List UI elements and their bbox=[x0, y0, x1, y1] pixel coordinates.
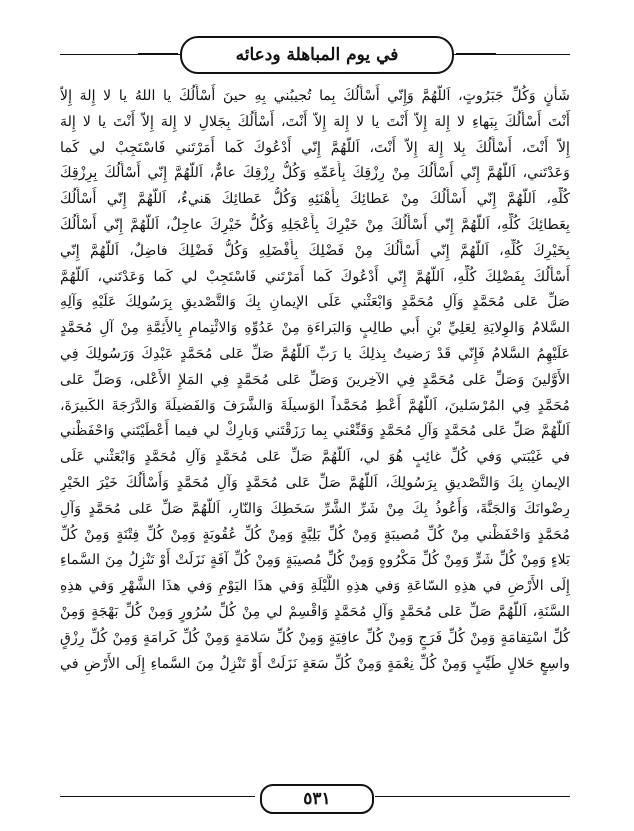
text-line: وَعَدْتَني، اَللّهُمَّ إِنّي أَسْأَلُكَ مِنْ رِزْقِكَ بِأَعَمِّهِ وَكُلُّ رِزْقِكَ عامٌّ، اَللّهُمَّ إِنّي أَسْأَلُكَ بِرِزْقِكَ bbox=[60, 165, 570, 182]
text-line: مُحَمَّدٍ فِي المُرْسَلينَ، اَللّهُمَّ أَعْطِ مُحَمَّداً الوَسيلَةَ وَالشَّرَفَ وَالفَضيلَةَ وَالدَّرَجَةَ الكَبيرَةَ، bbox=[60, 397, 570, 414]
page-footer bbox=[60, 782, 570, 812]
text-line: الإيمانِ بِكَ وَالتَّصْديقِ بِرَسُولِكَ، اَللّهُمَّ صَلِّ عَلى مُحَمَّدٍ وَآلِ مُحَمَّدٍ وَأَسْأَلُكَ خَيْرَ الخَيْرِ bbox=[60, 474, 570, 491]
text-line: بِعَطائِكَ كُلِّهِ، اَللّهُمَّ إِنّي أَسْأَلُكَ مِنْ خَيْرِكَ بِأَعْجَلِهِ وَكُلُّ خَيْرِكَ عاجِلٌ، اَللّهُمَّ إِنّي أَسْأَلُكَ bbox=[60, 216, 570, 233]
text-line: في غَيْبَتي وَفي كُلِّ غائِبٍ هُوَ لي، اَللّهُمَّ صَلِّ عَلى مُحَمَّدٍ وَآلِ مُحَمَّدٍ وَابْعَثْني عَلَى bbox=[60, 449, 570, 466]
text-line: عَلَيْهِمُ السَّلامُ فَإِنّي قَدْ رَضيتُ بِذلِكَ يا رَبِّ اَللّهُمَّ صَلِّ عَلى مُحَمَّدٍ عَبْدِكَ وَرَسُولِكَ فِي bbox=[60, 345, 570, 362]
page-frame bbox=[60, 32, 570, 809]
footer-rule-left bbox=[60, 796, 255, 797]
header-rule-left bbox=[60, 54, 180, 55]
text-line: أَنْتَ أَسْأَلُكَ بِبَهاءِ لا إِلهَ إِلاّ أَنْتَ يا لا إِلهَ إِلاّ أَنْتَ، أَسْأَلُكَ بِجَلالِ لا إِلهَ إِلاّ أَنْتَ يا لا إِلهَ bbox=[60, 113, 570, 130]
text-line: الأَوَّلينَ وَصَلِّ عَلى مُحَمَّدٍ فِي الآخِرينَ وَصَلِّ عَلى مُحَمَّدٍ فِي المَلإِ الأَعْلى، وَصَلِّ عَلى bbox=[60, 371, 570, 388]
page-number: ٥٣١ bbox=[260, 784, 374, 814]
text-line: كُلِّهِ، اَللّهُمَّ إِنّي أَسْأَلُكَ مِنْ عَطائِكَ بِأَهْنَئِهِ وَكُلُّ عَطائِكَ هَنيءٌ، اَللّهُمَّ إِنّي أَسْأَلُكَ bbox=[60, 191, 570, 208]
header-rule-right bbox=[450, 54, 570, 55]
header-title: في يوم المباهلة ودعائه bbox=[235, 45, 399, 65]
text-line: رِضْوانَكَ وَالجَنَّةَ، وَأَعُوذُ بِكَ مِنْ شَرِّ الشَّرِّ سَخَطِكَ وَالنّارِ، اَللّهُمَّ صَلِّ عَلى مُحَمَّدٍ وَآلِ bbox=[60, 500, 570, 517]
text-line: إِلاّ أَنْتَ، أَسْأَلُكَ بِلا إِلهَ إِلاّ أَنْتَ، اَللّهُمَّ إِنّي أَدْعُوكَ كَما أَمَرْتَني فَاسْتَجِبْ لي كَما bbox=[60, 139, 570, 156]
text-line: بِخَيْرِكَ كُلِّهِ، اَللّهُمَّ إِنّي أَسْأَلُكَ مِنْ فَضْلِكَ بِأَفْضَلِهِ وَكُلُّ فَضْلِكَ فاضِلٌ، اَللّهُمَّ إِنّي bbox=[60, 242, 570, 259]
text-line: السَّنَةِ، اَللّهُمَّ صَلِّ عَلى مُحَمَّدٍ وَآلِ مُحَمَّدٍ وَاقْسِمْ لي مِنْ كُلِّ سُرُورٍ وَمِنْ كُلِّ بَهْجَةٍ وَمِنْ bbox=[60, 603, 570, 620]
text-line: إِلَى الأَرْضِ في هذِهِ السّاعَةِ وَفي هذِهِ اللَّيْلَةِ وَفي هذَا اليَوْمِ وَفي هذَا الشَّهْرِ وَفي هذِهِ bbox=[60, 578, 570, 595]
running-header bbox=[180, 36, 454, 74]
text-line: واسِعٍ حَلالٍ طَيِّبٍ وَمِنْ كُلِّ نِعْمَةٍ وَمِنْ كُلِّ سَعَةٍ نَزَلَتْ أَوْ تَنْزِلُ مِنَ السَّماءِ إِلَى الأَرْضِ في bbox=[60, 655, 570, 672]
text-line: اَللّهُمَّ صَلِّ عَلى مُحَمَّدٍ وَآلِ مُحَمَّدٍ وَقَنِّعْني بِما رَزَقْتَني وَبارِكْ لي فيما أَعْطَيْتَني وَاحْفَظْني bbox=[60, 423, 570, 440]
text-line: بَلاءٍ وَمِنْ كُلِّ شَرٍّ وَمِنْ كُلِّ مَكْرُوهٍ وَمِنْ كُلِّ مُصيبَةٍ وَمِنْ كُلِّ آفَةٍ نَزَلَتْ أَوْ تَنْزِلُ مِنَ السَّماءِ bbox=[60, 552, 570, 569]
text-line: صَلِّ عَلى مُحَمَّدٍ وَآلِ مُحَمَّدٍ وَابْعَثْني عَلَى الإيمانِ بِكَ وَالتَّصْديقِ بِرَسُولِكَ عَلَيْهِ وَآلِهِ bbox=[60, 294, 570, 311]
text-line: مُحَمَّدٍ وَاحْفَظْني مِنْ كُلِّ مُصيبَةٍ وَمِنْ كُلِّ بَلِيَّةٍ وَمِنْ كُلِّ عُقُوبَةٍ وَمِنْ كُلِّ فِتْنَةٍ وَمِنْ كُلِّ bbox=[60, 526, 570, 543]
body-text bbox=[60, 84, 570, 774]
text-line: كُلِّ اسْتِقامَةٍ وَمِنْ كُلِّ فَرَجٍ وَمِنْ كُلِّ عافِيَةٍ وَمِنْ كُلِّ سَلامَةٍ وَمِنْ كُلِّ كَرامَةٍ وَمِنْ كُلِّ رِزْقٍ bbox=[60, 629, 570, 646]
text-line: شَأْنٍ وَكُلِّ جَبَرُوتٍ، اَللّهُمَّ وَإِنّي أَسْأَلُكَ بِما تُجيبُني بِهِ حينَ أَسْأَلُكَ يا اللهُ يا لا إِلهَ إِلاّ bbox=[60, 88, 570, 104]
text-line: أَسْأَلُكَ بِفَضْلِكَ كُلِّهِ، اَللّهُمَّ إِنّي أَدْعُوكَ كَما أَمَرْتَني فَاسْتَجِبْ لي كَما وَعَدْتَني، اَللّهُمَّ bbox=[60, 268, 570, 285]
text-line: السَّلامُ وَالوِلايَةِ لِعَلِيِّ بْنِ أَبي طالِبٍ وَالبَراءَةِ مِنْ عَدُوِّهِ وَالائْتِمامِ بِالأَئِمَّةِ مِنْ آلِ مُحَمَّدٍ bbox=[60, 320, 570, 337]
footer-rule-right bbox=[375, 796, 570, 797]
